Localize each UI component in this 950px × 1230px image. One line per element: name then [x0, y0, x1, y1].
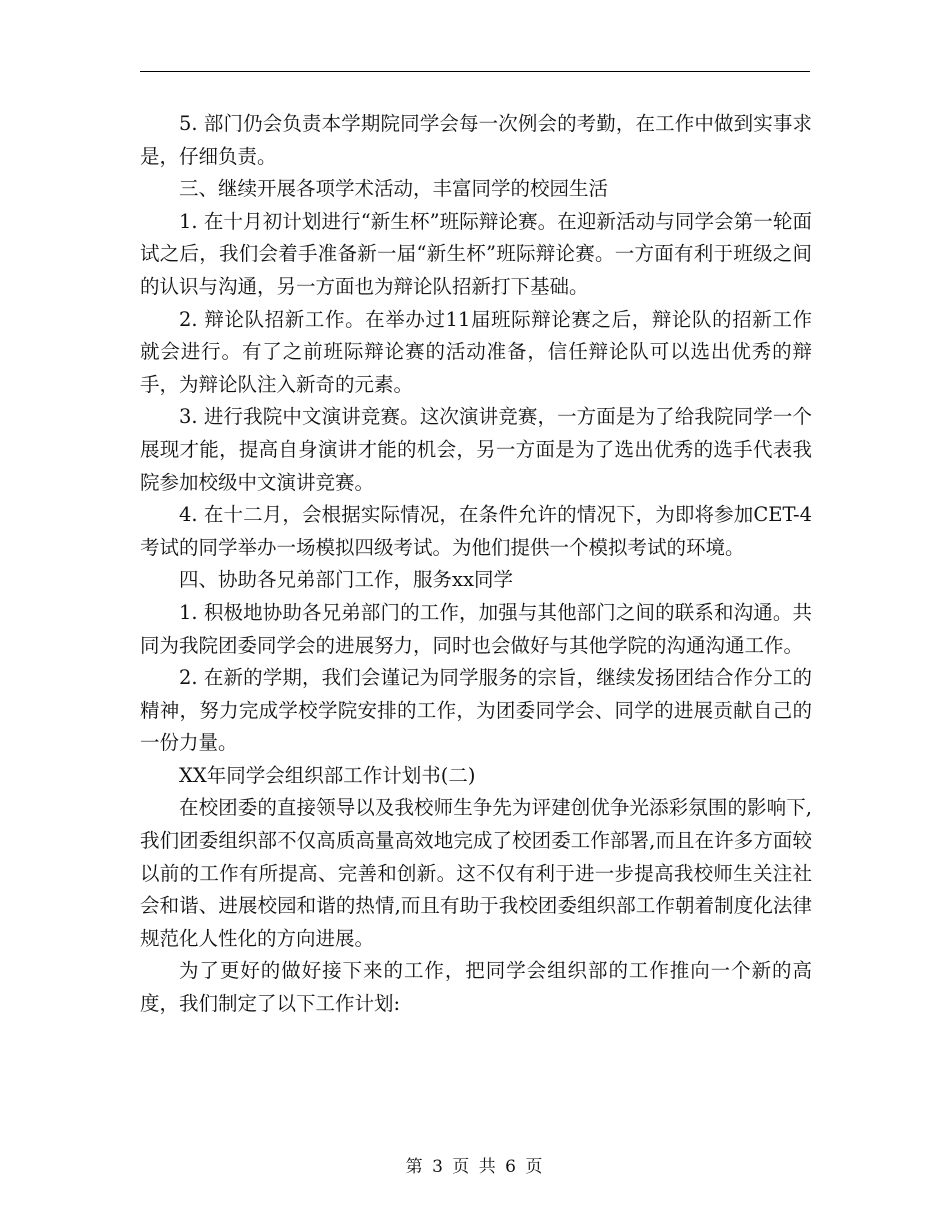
section-heading: 三、继续开展各项学术活动，丰富同学的校园生活: [179, 177, 609, 201]
document-subtitle: XX年同学会组织部工作计划书(二): [179, 763, 476, 787]
paragraph: 1. 在十月初计划进行“新生杯”班际辩论赛。在迎新活动与同学会第一轮面试之后，我们会着手准备新一届“新生杯”班际辩论赛。一方面有利于班级之间的认识与沟通，另一方面也为辩论队招新打下基础。: [140, 209, 812, 298]
page-number: 第 3 页 共 6 页: [405, 1157, 545, 1177]
paragraph: 在校团委的直接领导以及我校师生争先为评建创优争光添彩氛围的影响下,我们团委组织部不仅高质高量高效地完成了校团委工作部署,而且在许多方面较以前的工作有所提高、完善和创新。这不仅有利于进一步提高我校师生关注社会和谐、进展校园和谐的热情,而且有助于我校团委组织部工作朝着制度化法律规范化人性化的方向进展。: [140, 796, 812, 950]
paragraph: 为了更好的做好接下来的工作，把同学会组织部的工作推向一个新的高度，我们制定了以下工作计划:: [140, 959, 812, 1016]
paragraph: 2. 在新的学期，我们会谨记为同学服务的宗旨，继续发扬团结合作分工的精神，努力完成学校学院安排的工作，为团委同学会、同学的进展贡献自己的一份力量。: [140, 666, 812, 755]
paragraph: 3. 进行我院中文演讲竞赛。这次演讲竞赛，一方面是为了给我院同学一个展现才能，提高自身演讲才能的机会，另一方面是为了选出优秀的选手代表我院参加校级中文演讲竞赛。: [140, 405, 812, 494]
paragraph: 2. 辩论队招新工作。在举办过11届班际辩论赛之后，辩论队的招新工作就会进行。有了之前班际辩论赛的活动准备，信任辩论队可以选出优秀的辩手，为辩论队注入新奇的元素。: [140, 307, 812, 396]
section-heading: 四、协助各兄弟部门工作，服务xx同学: [179, 568, 513, 592]
document-body: [140, 108, 812, 1021]
header-rule: [140, 71, 810, 72]
paragraph: 4. 在十二月，会根据实际情况，在条件允许的情况下，为即将参加CET-4考试的同学举办一场模拟四级考试。为他们提供一个模拟考试的环境。: [140, 503, 812, 559]
paragraph: 1. 积极地协助各兄弟部门的工作，加强与其他部门之间的联系和沟通。共同为我院团委同学会的进展努力，同时也会做好与其他学院的沟通沟通工作。: [140, 600, 812, 657]
paragraph: 5. 部门仍会负责本学期院同学会每一次例会的考勤，在工作中做到实事求是，仔细负责。: [140, 112, 812, 168]
